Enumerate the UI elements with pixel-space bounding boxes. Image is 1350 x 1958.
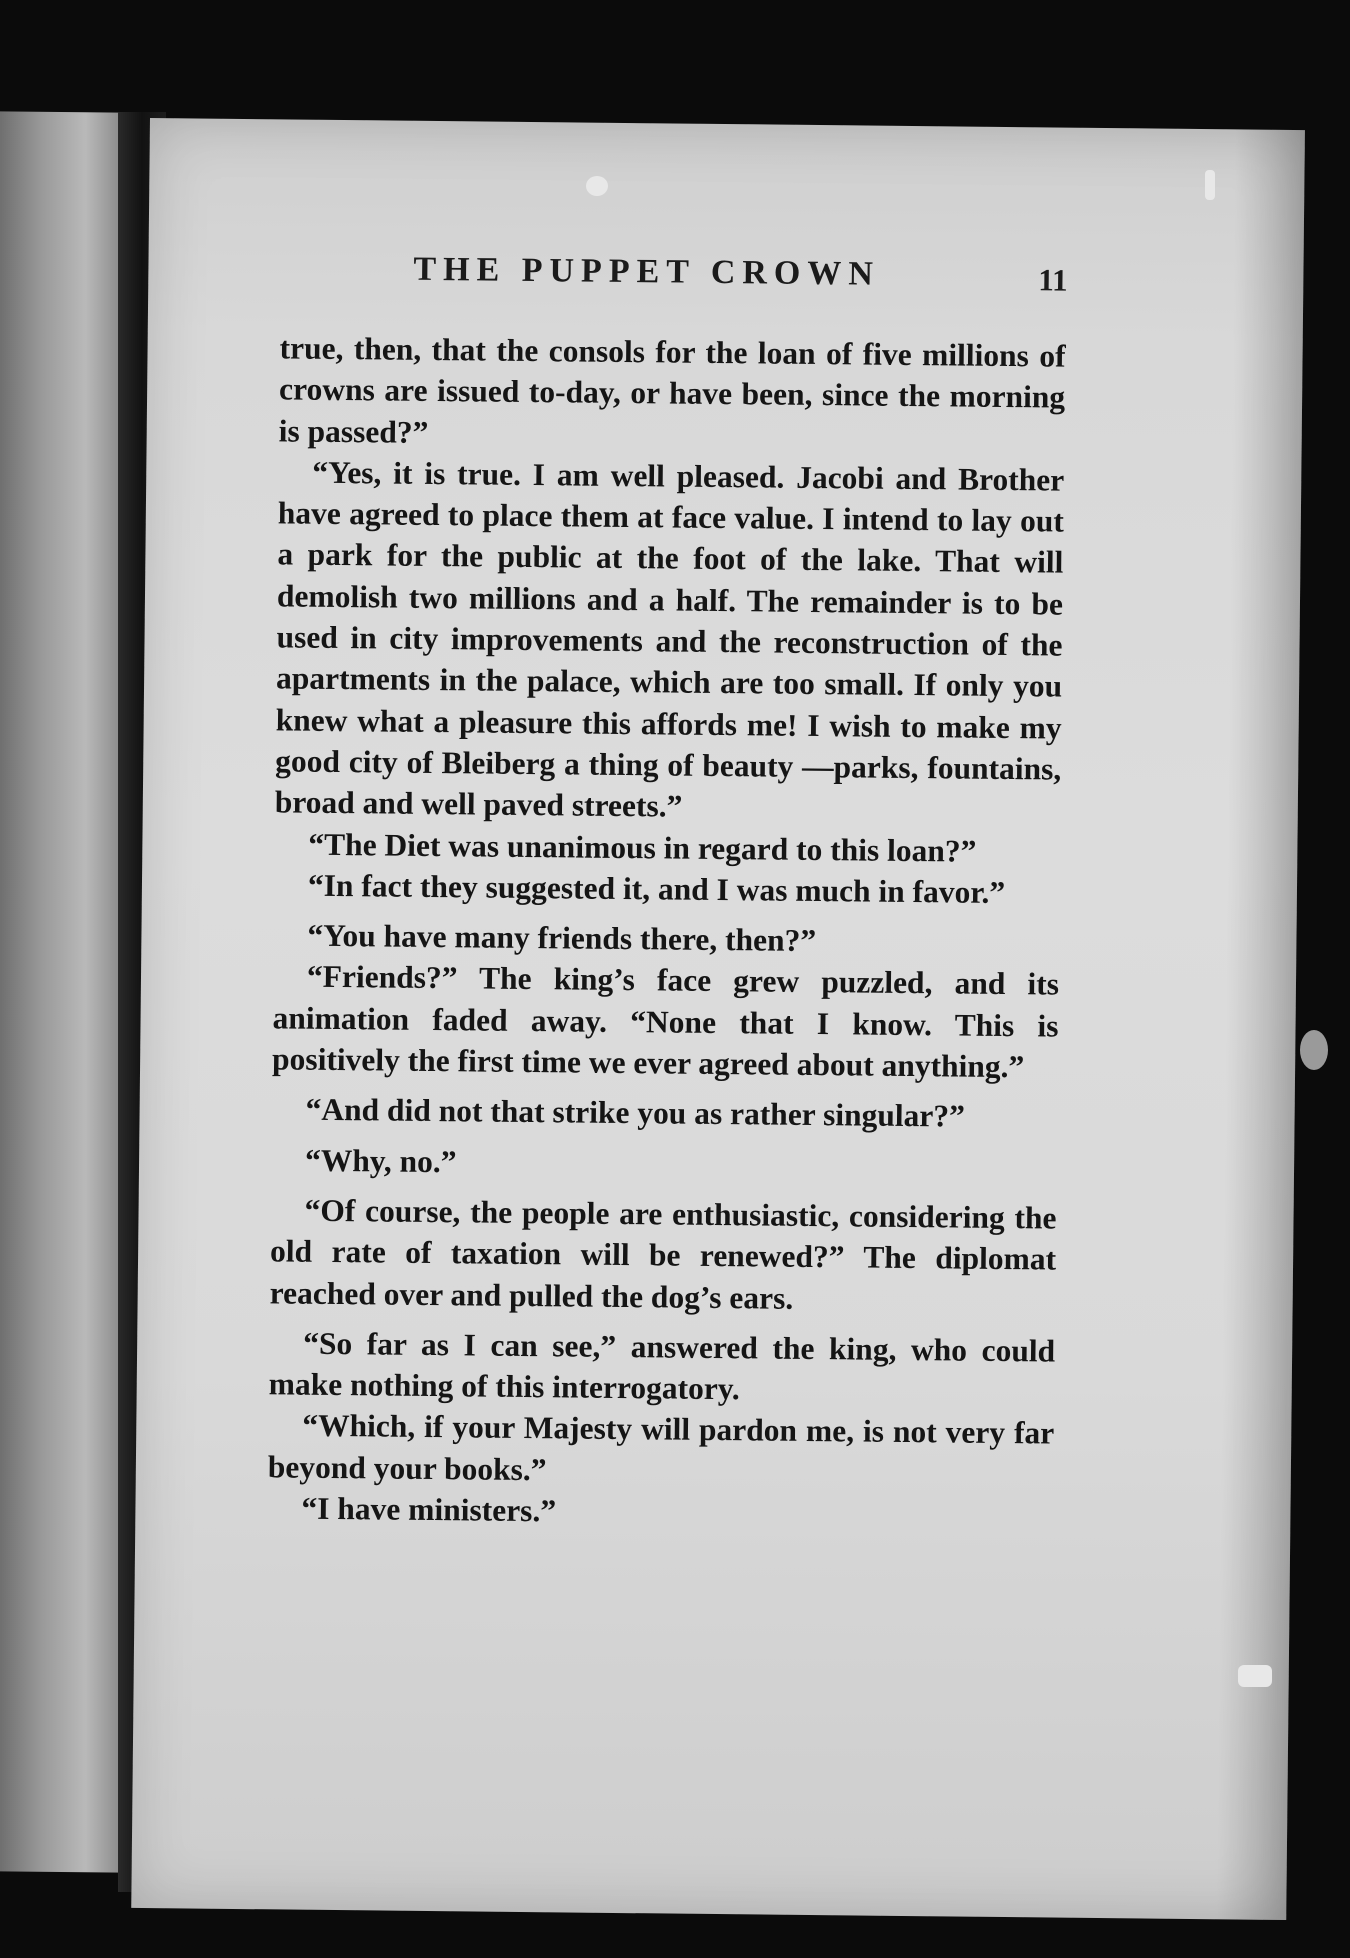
- paragraph: “You have many friends there, then?”: [307, 917, 817, 959]
- page-number: 11: [1038, 262, 1068, 298]
- paragraph: “In fact they suggested it, and I was much in favor.”: [307, 867, 1006, 910]
- scan-dust-speck: [586, 176, 608, 196]
- paragraph: “Yes, it is true. I am well pleased. Jacobi and Brother have agreed to place them at face value. I intend to lay out a park for the public at the foot of the lake. That will demolish two millions and a half. The remainder is to be used in city improvements and the reconstruction of the apartments in the palace, which are too small. If only you knew what a pleasure this affords me! I wish to make my good city of Bleiberg a thing of beauty —parks, fountains, broad and well paved streets.”: [274, 454, 1065, 824]
- paragraph: “I have ministers.”: [301, 1490, 557, 1529]
- paragraph: “Friends?” The king’s face grew puzzled, and its animation faded away. “None that I know. This is positively the first time we ever agreed about anything.”: [271, 959, 1060, 1085]
- scan-dust-speck: [1205, 170, 1215, 200]
- paragraph: “So far as I can see,” answered the king, who could make nothing of this interrogatory.: [268, 1325, 1056, 1407]
- paragraph: “Why, no.”: [304, 1142, 457, 1179]
- running-head: THE PUPPET CROWN: [413, 250, 881, 293]
- scan-dust-speck: [1300, 1030, 1328, 1070]
- facing-page-edge: [0, 111, 122, 1872]
- paragraph: “Which, if your Majesty will pardon me, is not very far beyond your books.”: [267, 1408, 1055, 1487]
- paragraph: “Of course, the people are enthusiastic, considering the old rate of taxation will be renewed?” The diplomat reached over and pulled the dog’s ears.: [269, 1192, 1057, 1316]
- book-page: [131, 118, 1305, 1920]
- paragraph: “The Diet was unanimous in regard to this loan?”: [308, 826, 977, 869]
- paragraph: “And did not that strike you as rather singular?”: [305, 1092, 966, 1134]
- paragraph: true, then, that the consols for the loan of five millions of crowns are issued to-day, or have been, since the morning is passed?”: [278, 330, 1066, 450]
- scan-dust-speck: [1238, 1665, 1272, 1687]
- page-body: [267, 327, 1066, 1536]
